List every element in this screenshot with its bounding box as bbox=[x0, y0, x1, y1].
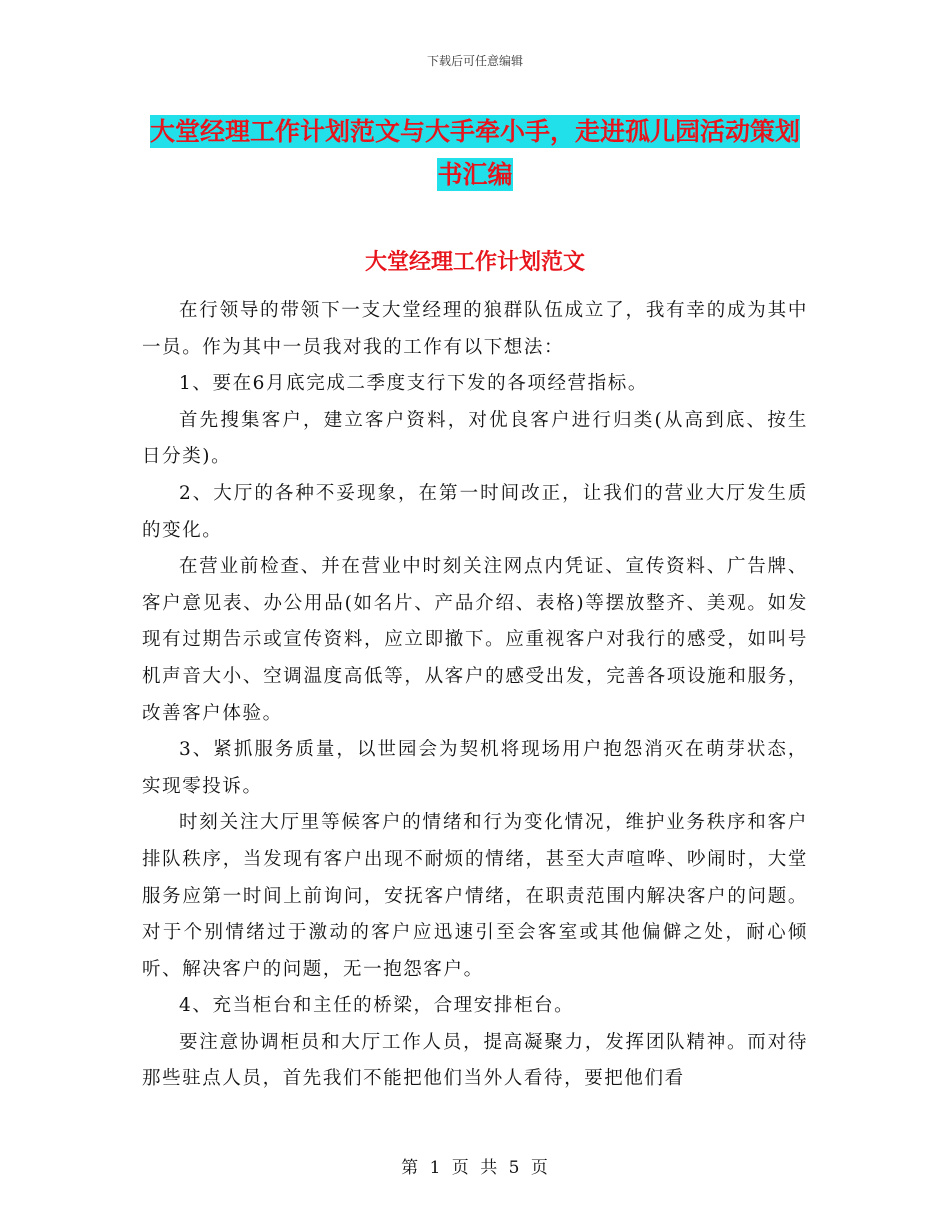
section-title: 大堂经理工作计划范文 bbox=[364, 250, 585, 275]
paragraph: 4、充当柜台和主任的桥梁，合理安排柜台。 bbox=[179, 995, 575, 1017]
paragraph: 在行领导的带领下一支大堂经理的狼群队伍成立了，我有幸的成为其中一员。作为其中一员我对我的工作有以下想法： bbox=[142, 300, 808, 358]
header-note: 下载后可任意编辑 bbox=[426, 54, 523, 68]
paragraph: 要注意协调柜员和大厅工作人员，提高凝聚力，发挥团队精神。而对待那些驻点人员，首先我们不能把他们当外人看待，要把他们看 bbox=[142, 1031, 808, 1090]
document-title-text: 大堂经理工作计划范文与大手牵小手，走进孤儿园活动策划书汇编 bbox=[149, 117, 800, 189]
paragraph: 3、紧抓服务质量，以世园会为契机将现场用户抱怨消灭在萌芽状态，实现零投诉。 bbox=[142, 739, 808, 797]
paragraph: 2、大厅的各种不妥现象，在第一时间改正，让我们的营业大厅发生质的变化。 bbox=[142, 482, 808, 541]
paragraph: 首先搜集客户，建立客户资料，对优良客户进行归类(从高到底、按生日分类)。 bbox=[142, 409, 808, 468]
paragraph: 1、要在6月底完成二季度支行下发的各项经营指标。 bbox=[179, 373, 648, 395]
document-body bbox=[142, 293, 808, 1098]
paragraph: 时刻关注大厅里等候客户的情绪和行为变化情况，维护业务秩序和客户排队秩序，当发现有客户出现不耐烦的情绪，甚至大声喧哗、吵闹时，大堂服务应第一时间上前询问，安抚客户情绪，在职责范围内解决客户的问题。对于个别情绪过于激动的客户应迅速引至会客室或其他偏僻之处，耐心倾听、解决客户的问题，无一抱怨客户。 bbox=[142, 812, 808, 980]
page-indicator: 第 1 页 共 5 页 bbox=[401, 1158, 549, 1178]
document-title bbox=[140, 110, 810, 196]
paragraph: 在营业前检查、并在营业中时刻关注网点内凭证、宣传资料、广告牌、客户意见表、办公用品(如名片、产品介绍、表格)等摆放整齐、美观。如发现有过期告示或宣传资料，应立即撤下。应重视客户对我行的感受，如叫号机声音大小、空调温度高低等，从客户的感受出发，完善各项设施和服务，改善客户体验。 bbox=[142, 556, 808, 724]
